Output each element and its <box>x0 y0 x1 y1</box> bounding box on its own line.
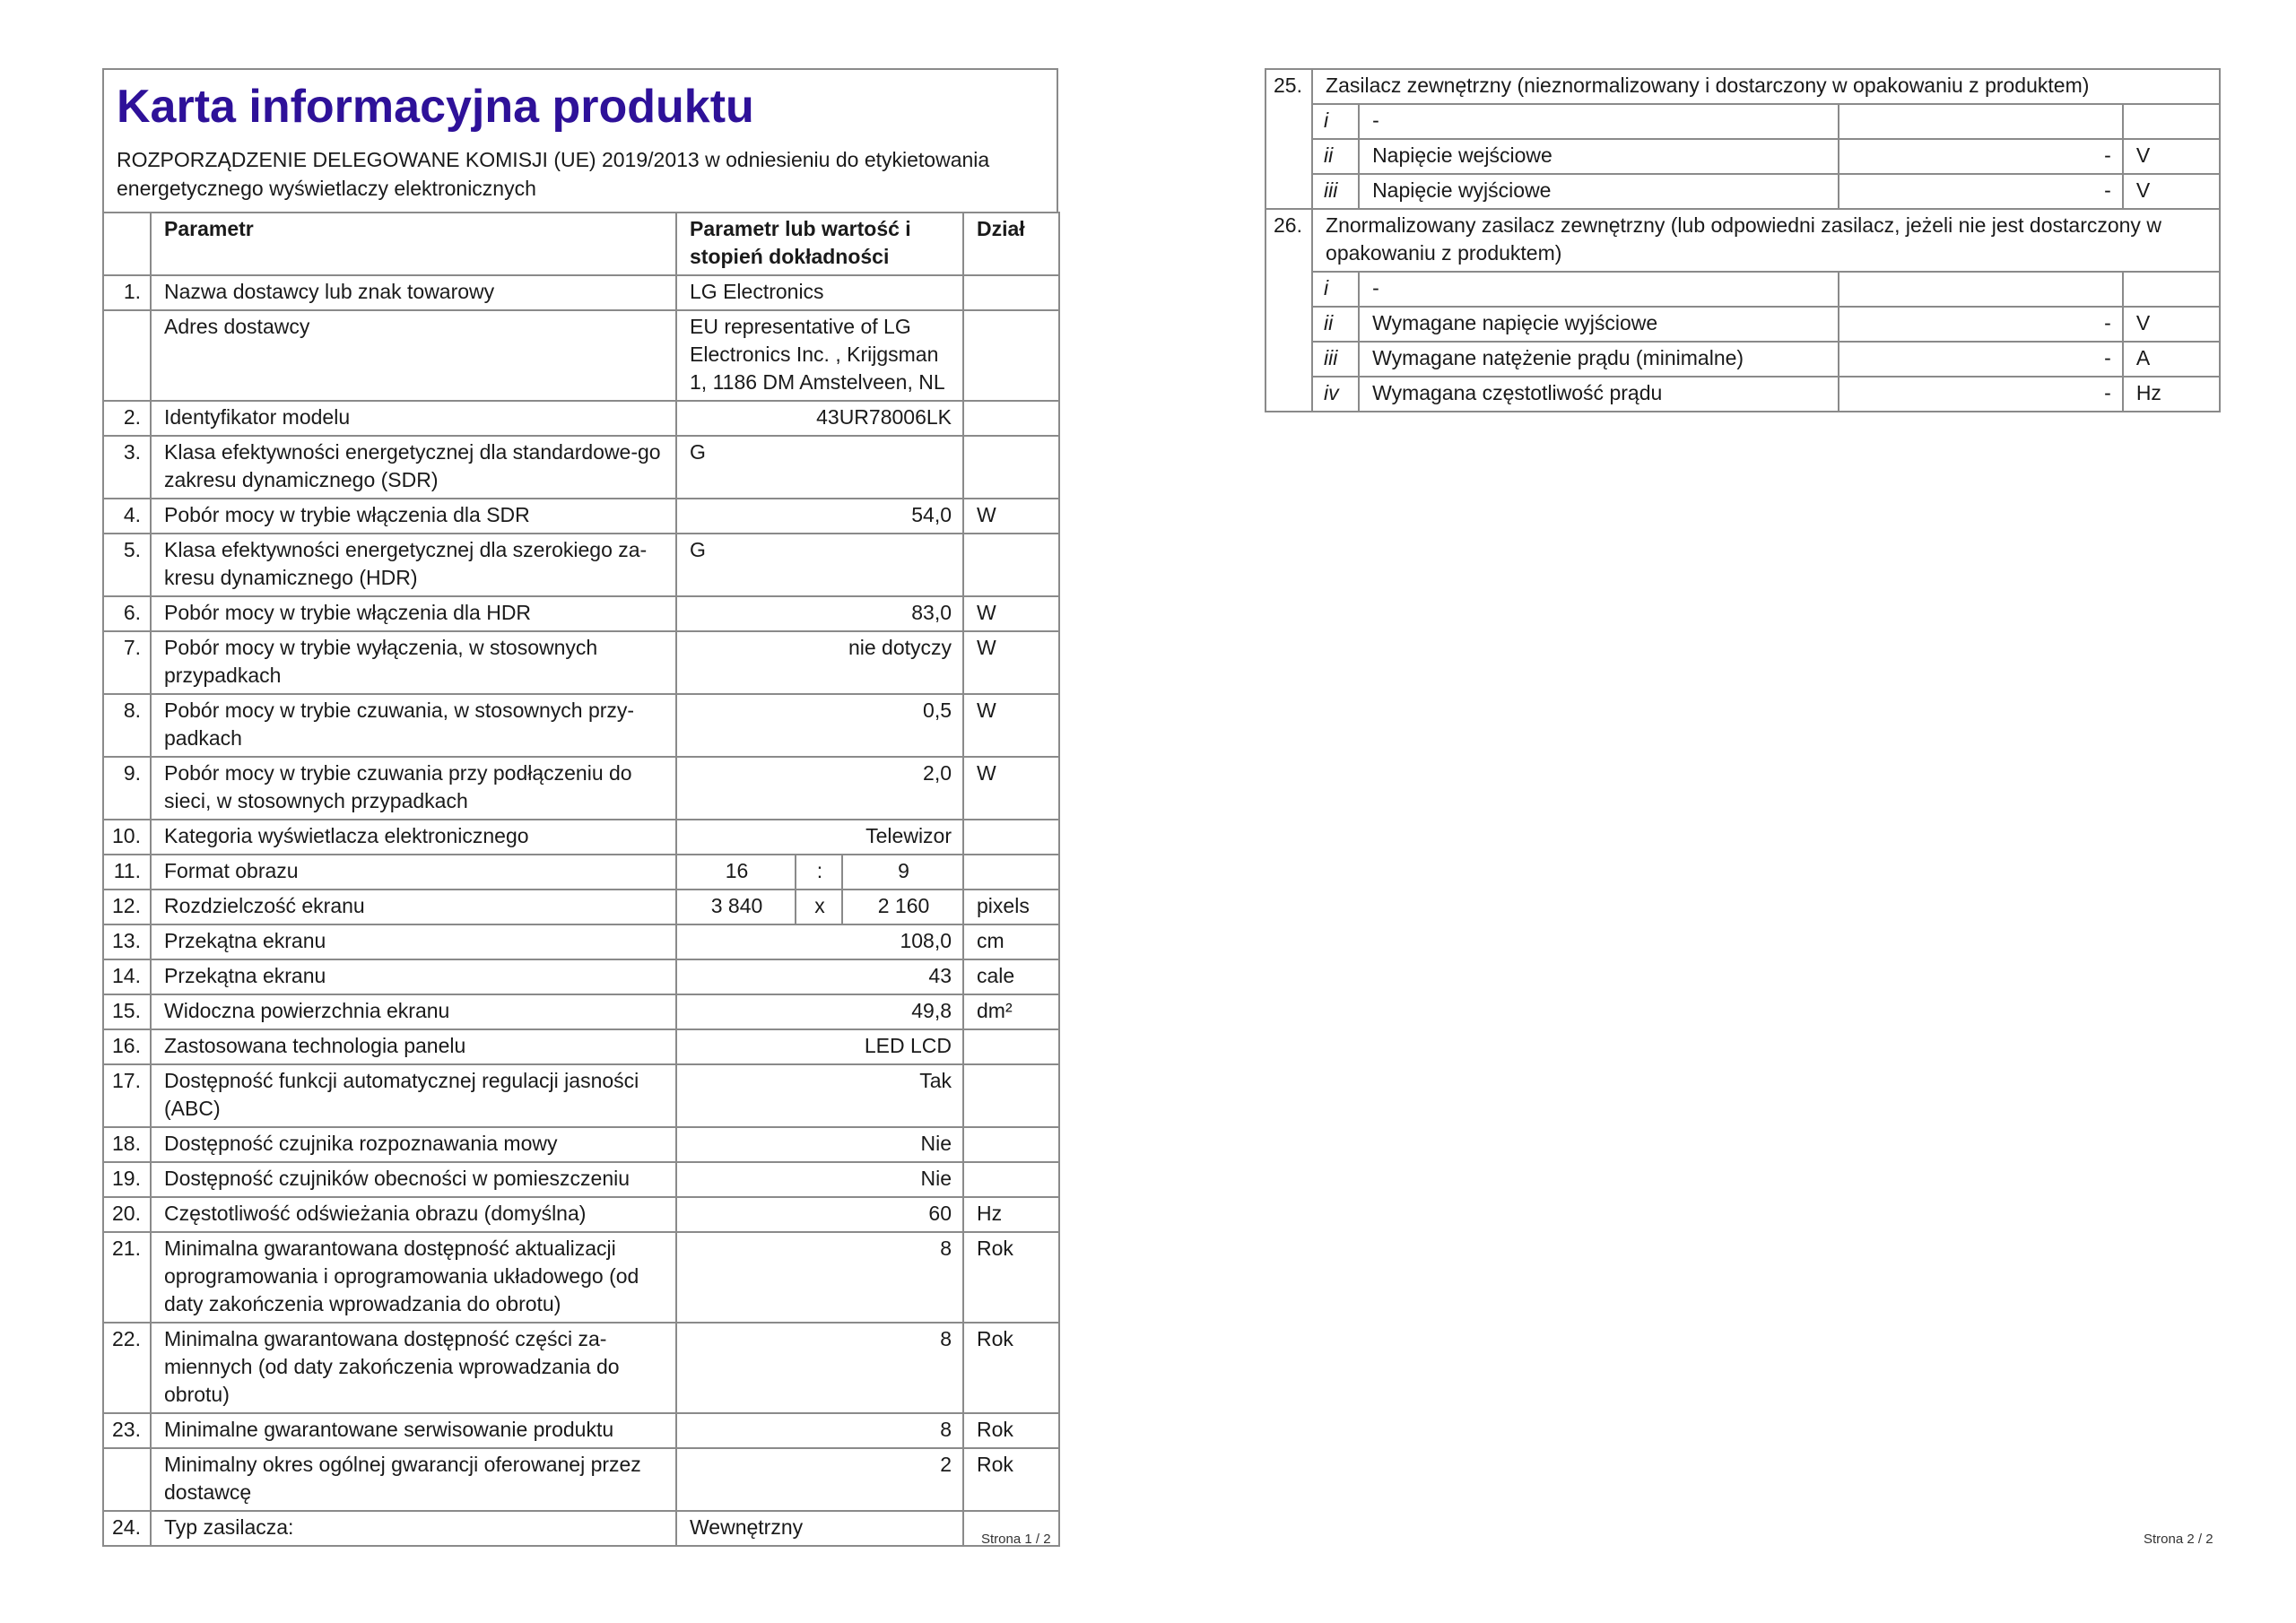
row-parameter: Pobór mocy w trybie czuwania przy podłączeniu do sieci, w stosownych przypadkach <box>151 757 676 820</box>
table-row <box>103 534 1059 596</box>
regulation-text: ROZPORZĄDZENIE DELEGOWANE KOMISJI (UE) 2019/2013 w odniesieniu do etykietowania energetycznego wyświetlaczy elektronicznych <box>117 148 990 200</box>
row-number: 11. <box>103 855 151 890</box>
table-row <box>103 401 1059 436</box>
row-unit <box>963 1162 1059 1197</box>
table-row <box>103 631 1059 694</box>
row-number: 4. <box>103 499 151 534</box>
sub-value: - <box>1839 139 2123 174</box>
row-number: 22. <box>103 1323 151 1413</box>
header-value: Parametr lub wartość i stopień dokładności <box>676 213 963 275</box>
sub-unit <box>2123 104 2220 139</box>
table-row <box>103 890 1059 924</box>
sub-unit: V <box>2123 139 2220 174</box>
row-parameter: Format obrazu <box>151 855 676 890</box>
table-row <box>103 499 1059 534</box>
page-number-2: Strona 2 / 2 <box>2144 1532 2213 1547</box>
sub-unit <box>2123 272 2220 307</box>
sub-row <box>1265 104 2220 139</box>
table-row <box>103 1029 1059 1064</box>
row-number: 7. <box>103 631 151 694</box>
row-value: Nie <box>676 1162 963 1197</box>
sub-value: - <box>1839 377 2123 412</box>
sub-row <box>1265 272 2220 307</box>
table-row <box>103 757 1059 820</box>
row-value: Nie <box>676 1127 963 1162</box>
page-2 <box>1265 68 2221 412</box>
sheet-header <box>102 68 1058 212</box>
row-parameter: Dostępność czujników obecności w pomieszczeniu <box>151 1162 676 1197</box>
header-param: Parametr <box>151 213 676 275</box>
row-parameter: Minimalna gwarantowana dostępność części za-miennych (od daty zakończenia wprowadzania do obrotu) <box>151 1323 676 1413</box>
table-row <box>103 1448 1059 1511</box>
row-unit: W <box>963 694 1059 757</box>
row-unit <box>963 534 1059 596</box>
row-value: 43 <box>676 959 963 994</box>
row-number: 21. <box>103 1232 151 1323</box>
sub-row <box>1265 342 2220 377</box>
row-unit: cale <box>963 959 1059 994</box>
row-value: 8 <box>676 1232 963 1323</box>
sub-label: Wymagana częstotliwość prądu <box>1359 377 1838 412</box>
row-unit: W <box>963 596 1059 631</box>
row-parameter: Adres dostawcy <box>151 310 676 401</box>
page-number-1: Strona 1 / 2 <box>981 1532 1051 1547</box>
row-unit: pixels <box>963 890 1059 924</box>
row-unit <box>963 1029 1059 1064</box>
row-value-separator: x <box>796 890 842 924</box>
row-parameter: Identyfikator modelu <box>151 401 676 436</box>
sub-value: - <box>1839 307 2123 342</box>
row-number: 17. <box>103 1064 151 1127</box>
row-parameter: Minimalne gwarantowane serwisowanie produktu <box>151 1413 676 1448</box>
table-row <box>103 694 1059 757</box>
header-unit: Dział <box>963 213 1059 275</box>
sub-label: Wymagane natężenie prądu (minimalne) <box>1359 342 1838 377</box>
row-unit <box>963 436 1059 499</box>
sub-value: - <box>1839 174 2123 209</box>
row-unit <box>963 310 1059 401</box>
sub-label: - <box>1359 272 1838 307</box>
row-value: Telewizor <box>676 820 963 855</box>
section-number: 26. <box>1265 209 1312 412</box>
section-number: 25. <box>1265 69 1312 209</box>
sub-index: ii <box>1312 307 1359 342</box>
sub-value: - <box>1839 342 2123 377</box>
row-number: 1. <box>103 275 151 310</box>
row-unit <box>963 275 1059 310</box>
header-no <box>103 213 151 275</box>
row-number: 14. <box>103 959 151 994</box>
row-value: 0,5 <box>676 694 963 757</box>
row-value-b: 2 160 <box>842 890 963 924</box>
row-parameter: Widoczna powierzchnia ekranu <box>151 994 676 1029</box>
row-unit: Rok <box>963 1323 1059 1413</box>
row-value-b: 9 <box>842 855 963 890</box>
sub-value <box>1839 272 2123 307</box>
section-header-row <box>1265 69 2220 104</box>
sub-unit: V <box>2123 307 2220 342</box>
row-number: 19. <box>103 1162 151 1197</box>
page-1 <box>102 68 1058 1547</box>
row-value: 43UR78006LK <box>676 401 963 436</box>
table-row <box>103 1162 1059 1197</box>
row-unit: dm² <box>963 994 1059 1029</box>
row-value: nie dotyczy <box>676 631 963 694</box>
table-row <box>103 1413 1059 1448</box>
row-parameter: Przekątna ekranu <box>151 924 676 959</box>
row-parameter: Zastosowana technologia panelu <box>151 1029 676 1064</box>
row-value: 83,0 <box>676 596 963 631</box>
sub-label: Napięcie wejściowe <box>1359 139 1838 174</box>
sub-index: ii <box>1312 139 1359 174</box>
row-parameter: Minimalny okres ogólnej gwarancji oferowanej przez dostawcę <box>151 1448 676 1511</box>
row-parameter: Rozdzielczość ekranu <box>151 890 676 924</box>
row-number: 20. <box>103 1197 151 1232</box>
sub-label: - <box>1359 104 1838 139</box>
row-number: 13. <box>103 924 151 959</box>
row-value-a: 3 840 <box>676 890 796 924</box>
row-value: G <box>676 534 963 596</box>
sub-row <box>1265 139 2220 174</box>
table-row <box>103 1511 1059 1546</box>
row-value: 108,0 <box>676 924 963 959</box>
sub-unit: V <box>2123 174 2220 209</box>
section-title: Znormalizowany zasilacz zewnętrzny (lub odpowiedni zasilacz, jeżeli nie jest dostarczony w opakowaniu z produktem) <box>1312 209 2220 272</box>
table-row <box>103 1064 1059 1127</box>
row-value: 2,0 <box>676 757 963 820</box>
section-header-row <box>1265 209 2220 272</box>
sub-unit: A <box>2123 342 2220 377</box>
row-value: LED LCD <box>676 1029 963 1064</box>
row-value: 54,0 <box>676 499 963 534</box>
row-number: 5. <box>103 534 151 596</box>
table-row <box>103 1323 1059 1413</box>
row-parameter: Pobór mocy w trybie wyłączenia, w stosownych przypadkach <box>151 631 676 694</box>
row-number: 16. <box>103 1029 151 1064</box>
row-number: 9. <box>103 757 151 820</box>
row-parameter: Typ zasilacza: <box>151 1511 676 1546</box>
sub-row <box>1265 174 2220 209</box>
row-value: 2 <box>676 1448 963 1511</box>
table-row <box>103 1232 1059 1323</box>
table-row <box>103 275 1059 310</box>
sub-index: i <box>1312 104 1359 139</box>
row-unit: Rok <box>963 1413 1059 1448</box>
row-unit <box>963 855 1059 890</box>
row-value: 60 <box>676 1197 963 1232</box>
row-unit: W <box>963 631 1059 694</box>
row-unit <box>963 401 1059 436</box>
row-unit <box>963 1127 1059 1162</box>
row-number: 6. <box>103 596 151 631</box>
row-unit: Hz <box>963 1197 1059 1232</box>
sub-row <box>1265 307 2220 342</box>
table-row <box>103 310 1059 401</box>
section-title: Zasilacz zewnętrzny (nieznormalizowany i dostarczony w opakowaniu z produktem) <box>1312 69 2220 104</box>
row-parameter: Dostępność funkcji automatycznej regulacji jasności (ABC) <box>151 1064 676 1127</box>
row-parameter: Klasa efektywności energetycznej dla standardowe-go zakresu dynamicznego (SDR) <box>151 436 676 499</box>
row-parameter: Dostępność czujnika rozpoznawania mowy <box>151 1127 676 1162</box>
row-number: 8. <box>103 694 151 757</box>
table-row <box>103 1127 1059 1162</box>
table-row <box>103 436 1059 499</box>
row-parameter: Pobór mocy w trybie włączenia dla SDR <box>151 499 676 534</box>
row-unit <box>963 1064 1059 1127</box>
row-value: 49,8 <box>676 994 963 1029</box>
table-row <box>103 820 1059 855</box>
row-unit: Rok <box>963 1448 1059 1511</box>
row-parameter: Minimalna gwarantowana dostępność aktualizacji oprogramowania i oprogramowania układowego (od daty zakończenia wprowadzania do obrotu) <box>151 1232 676 1323</box>
row-number: 24. <box>103 1511 151 1546</box>
sub-label: Napięcie wyjściowe <box>1359 174 1838 209</box>
sub-unit: Hz <box>2123 377 2220 412</box>
row-parameter: Klasa efektywności energetycznej dla szerokiego za-kresu dynamicznego (HDR) <box>151 534 676 596</box>
page-title: Karta informacyjna produktu <box>117 81 754 133</box>
row-parameter: Pobór mocy w trybie włączenia dla HDR <box>151 596 676 631</box>
row-value-separator: : <box>796 855 842 890</box>
row-number: 10. <box>103 820 151 855</box>
row-value: G <box>676 436 963 499</box>
row-unit: cm <box>963 924 1059 959</box>
row-number: 23. <box>103 1413 151 1448</box>
row-number: 18. <box>103 1127 151 1162</box>
table-row <box>103 924 1059 959</box>
table-row <box>103 994 1059 1029</box>
row-number: 2. <box>103 401 151 436</box>
sub-row <box>1265 377 2220 412</box>
sub-index: i <box>1312 272 1359 307</box>
row-parameter: Nazwa dostawcy lub znak towarowy <box>151 275 676 310</box>
row-parameter: Częstotliwość odświeżania obrazu (domyślna) <box>151 1197 676 1232</box>
row-parameter: Kategoria wyświetlacza elektronicznego <box>151 820 676 855</box>
table-row <box>103 959 1059 994</box>
row-unit: W <box>963 757 1059 820</box>
sub-label: Wymagane napięcie wyjściowe <box>1359 307 1838 342</box>
table-row <box>103 855 1059 890</box>
row-value: Tak <box>676 1064 963 1127</box>
power-supply-table <box>1265 68 2221 412</box>
row-number: 3. <box>103 436 151 499</box>
table-row <box>103 596 1059 631</box>
table-header-row <box>103 213 1059 275</box>
row-number <box>103 310 151 401</box>
row-parameter: Przekątna ekranu <box>151 959 676 994</box>
row-value-a: 16 <box>676 855 796 890</box>
row-unit: W <box>963 499 1059 534</box>
row-value: 8 <box>676 1413 963 1448</box>
row-value: 8 <box>676 1323 963 1413</box>
row-number <box>103 1448 151 1511</box>
row-unit <box>963 820 1059 855</box>
row-value: LG Electronics <box>676 275 963 310</box>
sub-value <box>1839 104 2123 139</box>
row-number: 15. <box>103 994 151 1029</box>
product-info-table <box>102 212 1060 1547</box>
row-value: Wewnętrzny <box>676 1511 963 1546</box>
sub-index: iii <box>1312 174 1359 209</box>
row-parameter: Pobór mocy w trybie czuwania, w stosownych przy-padkach <box>151 694 676 757</box>
row-number: 12. <box>103 890 151 924</box>
sub-index: iii <box>1312 342 1359 377</box>
sub-index: iv <box>1312 377 1359 412</box>
row-unit: Rok <box>963 1232 1059 1323</box>
table-row <box>103 1197 1059 1232</box>
row-value: EU representative of LG Electronics Inc. , Krijgsman 1, 1186 DM Amstelveen, NL <box>676 310 963 401</box>
